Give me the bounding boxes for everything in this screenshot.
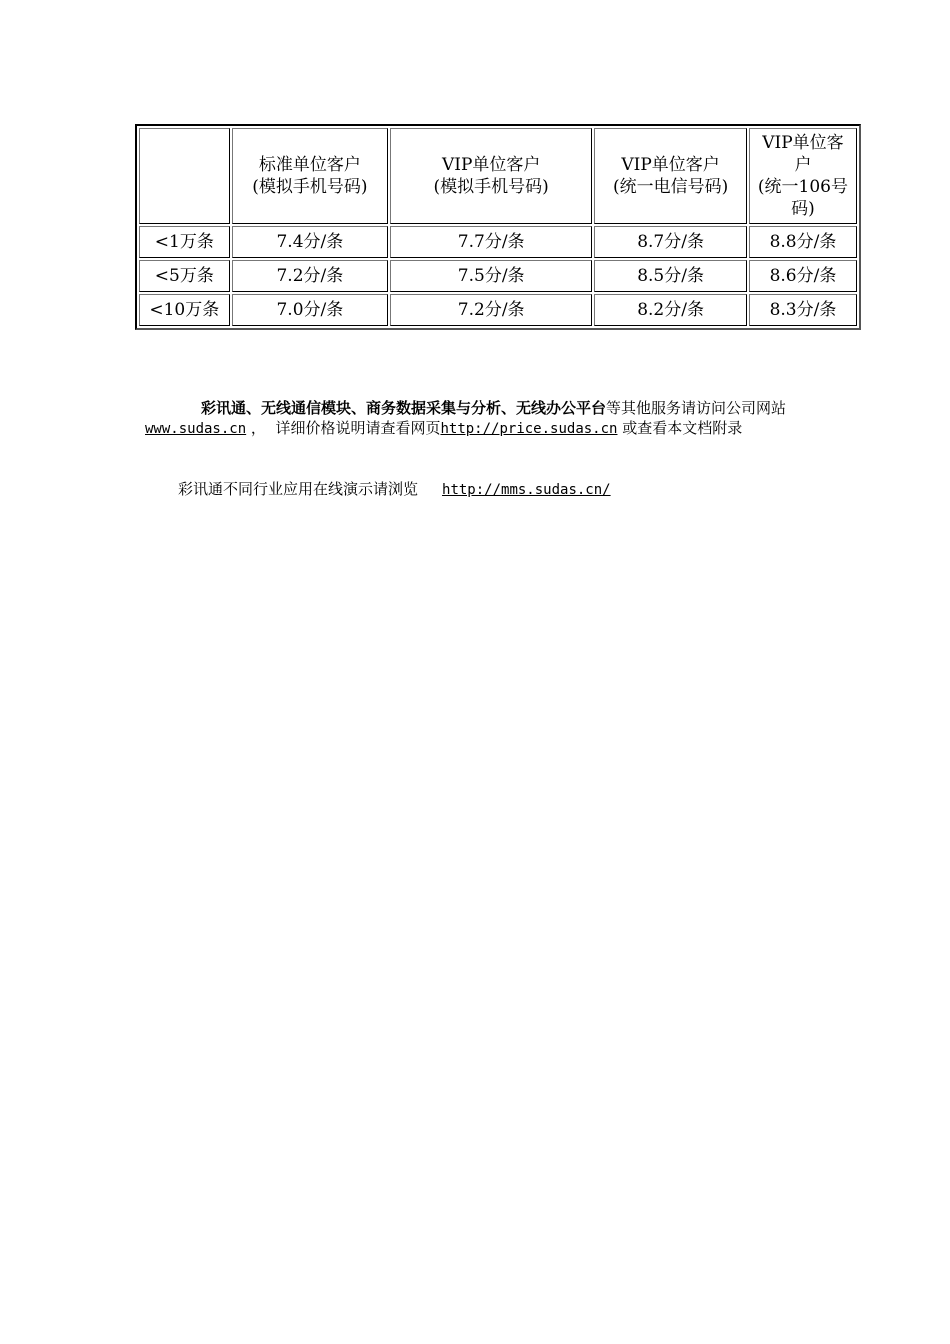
- demo-link[interactable]: http://mms.sudas.cn/: [442, 482, 611, 498]
- price-cell: 8.5分/条: [594, 260, 747, 292]
- services-text-b: ， 详细价格说明请查看网页: [246, 419, 441, 437]
- header-cell-vip-telecom: [594, 128, 747, 224]
- header-cell-empty: [139, 128, 230, 224]
- price-cell: 8.6分/条: [749, 260, 857, 292]
- price-cell: 7.4分/条: [232, 226, 388, 258]
- price-table: [135, 124, 861, 330]
- price-cell: 7.2分/条: [232, 260, 388, 292]
- price-cell: 8.7分/条: [594, 226, 747, 258]
- volume-cell: <1万条: [139, 226, 230, 258]
- price-cell: 8.2分/条: [594, 294, 747, 326]
- header-cell-vip-106: [749, 128, 857, 224]
- price-cell: 8.3分/条: [749, 294, 857, 326]
- header-standard-label: 标准单位客户 (模拟手机号码): [252, 155, 368, 197]
- services-text-c: 或查看本文档附录: [617, 419, 743, 437]
- header-vip-telecom-label: VIP单位客户 (统一电信号码): [612, 155, 729, 197]
- table-row: [139, 260, 857, 292]
- services-paragraph: [145, 398, 810, 439]
- price-cell: 7.7分/条: [390, 226, 592, 258]
- website-link[interactable]: www.sudas.cn: [145, 421, 247, 437]
- table-row: [139, 294, 857, 326]
- volume-cell: <10万条: [139, 294, 230, 326]
- volume-cell: <5万条: [139, 260, 230, 292]
- services-text-a: 等其他服务请访问公司网站: [606, 399, 787, 417]
- header-vip-analog-label: VIP单位客户 (模拟手机号码): [433, 155, 549, 197]
- price-cell: 7.5分/条: [390, 260, 592, 292]
- header-cell-standard: [232, 128, 388, 224]
- header-cell-vip-analog: [390, 128, 592, 224]
- price-cell: 8.8分/条: [749, 226, 857, 258]
- price-page-link[interactable]: http://price.sudas.cn: [440, 421, 618, 437]
- table-row: [139, 226, 857, 258]
- header-vip-106-label: VIP单位客户 (统一106号码): [757, 133, 848, 219]
- services-bold-text: 彩讯通、无线通信模块、商务数据采集与分析、无线办公平台: [201, 399, 607, 417]
- demo-paragraph: [178, 479, 818, 500]
- price-cell: 7.2分/条: [390, 294, 592, 326]
- demo-text: 彩讯通不同行业应用在线演示请浏览: [178, 480, 419, 498]
- table-header-row: [139, 128, 857, 224]
- price-cell: 7.0分/条: [232, 294, 388, 326]
